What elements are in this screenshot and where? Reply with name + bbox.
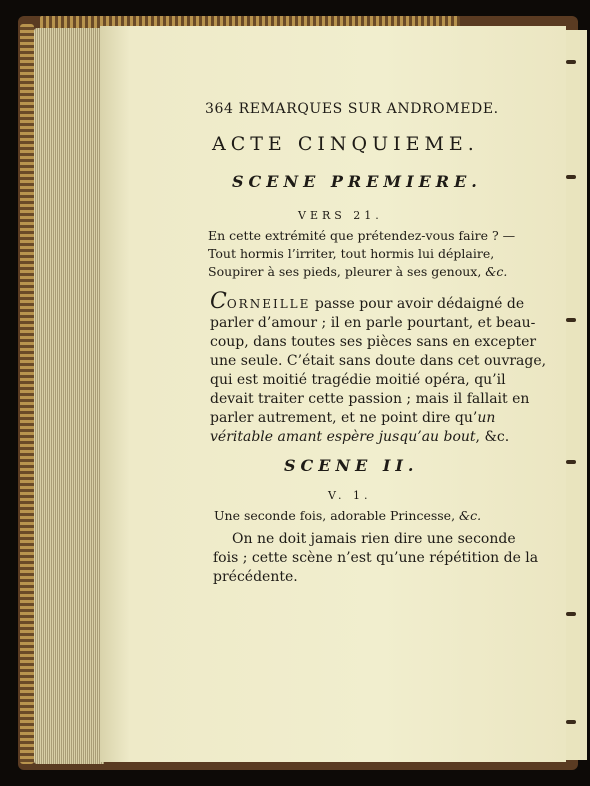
verse-reference: VERS 21.: [298, 209, 383, 222]
commentary-first-line: CORNEILLE passe pour avoir dédaigné de: [210, 289, 525, 314]
running-title: REMARQUES SUR ANDROMEDE.: [238, 101, 499, 117]
binding-stitch: [566, 460, 576, 464]
commentary-line: qui est moitié tragédie moitié opéra, qu’il: [210, 372, 506, 388]
gilt-edge-left: [20, 24, 34, 764]
running-header: [205, 101, 499, 117]
binding-stitch: [566, 612, 576, 616]
drop-cap: C: [210, 289, 227, 314]
commentary-line: coup, dans toutes ses pièces sans en excepter: [210, 334, 537, 350]
author-name: ORNEILLE: [226, 297, 311, 311]
quote-line: Une seconde fois, adorable Princesse, &c.: [214, 508, 482, 523]
commentary-line: On ne doit jamais rien dire une seconde: [232, 531, 516, 547]
quote-line: Soupirer à ses pieds, pleurer à ses genoux, &c.: [208, 264, 508, 279]
facing-page-edge: [564, 30, 587, 760]
commentary-line: précédente.: [213, 569, 298, 585]
commentary-line: véritable amant espère jusqu’au bout, &c.: [210, 429, 510, 445]
act-title: ACTE CINQUIEME.: [212, 133, 479, 155]
page-stack-edges: [34, 28, 104, 764]
quote-line: En cette extrémité que prétendez-vous faire ? —: [208, 228, 516, 243]
verse-reference: V. 1.: [328, 489, 372, 502]
commentary-line: une seule. C’était sans doute dans cet ouvrage,: [210, 353, 547, 369]
commentary-line: parler d’amour ; il en parle pourtant, et beau-: [210, 315, 536, 331]
page-number: 364: [205, 101, 234, 117]
binding-stitch: [566, 175, 576, 179]
commentary-line: fois ; cette scène n’est qu’une répétition de la: [213, 550, 539, 566]
binding-stitch: [566, 60, 576, 64]
binding-stitch: [566, 318, 576, 322]
quote-line: Tout hormis l’irriter, tout hormis lui déplaire,: [208, 246, 495, 261]
binding-stitch: [566, 720, 576, 724]
scene-title: SCENE II.: [284, 456, 419, 475]
scene-title: SCENE PREMIERE.: [232, 172, 482, 191]
commentary-line: parler autrement, et ne point dire qu’un: [210, 410, 496, 426]
commentary-line: devait traiter cette passion ; mais il fallait en: [210, 391, 530, 407]
